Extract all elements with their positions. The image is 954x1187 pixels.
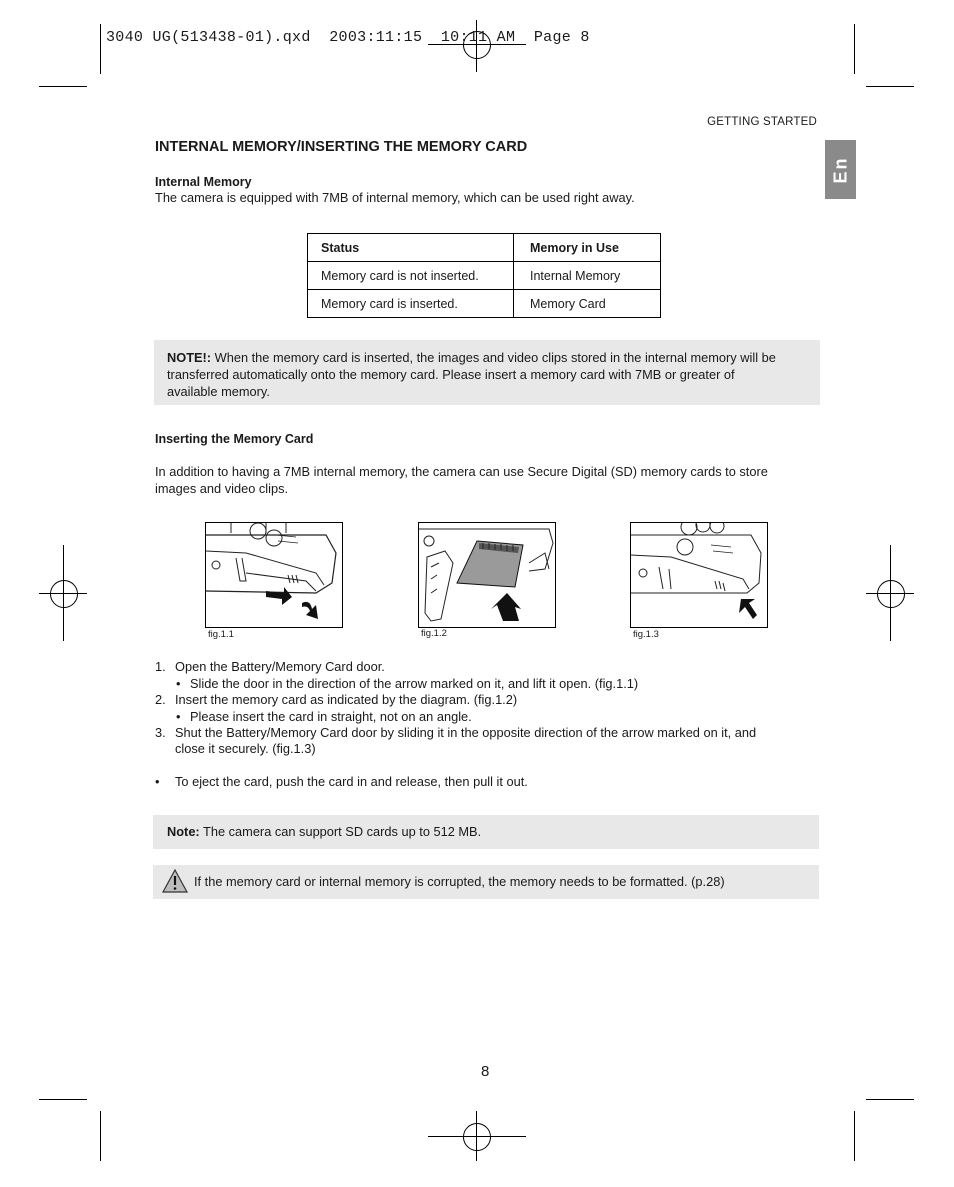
table-cell: Memory card is not inserted. — [308, 262, 514, 290]
print-slug: 3040 UG(513438-01).qxd 2003:11:15 10:11 AM Page 8 — [106, 29, 590, 46]
list-item-continuation: close it securely. (fig.1.3) — [175, 741, 316, 756]
registration-circle — [463, 1123, 491, 1151]
table-header-cell: Status — [308, 234, 514, 262]
inserting-text: In addition to having a 7MB internal memory, the camera can use Secure Digital (SD) memory cards to store — [155, 464, 768, 479]
note-line: available memory. — [167, 384, 270, 399]
step-number: 2. — [155, 692, 166, 707]
inserting-text: images and video clips. — [155, 481, 289, 496]
step-bullet-text: Please insert the card in straight, not on an angle. — [190, 709, 472, 724]
table-row — [308, 262, 661, 290]
inserting-heading: Inserting the Memory Card — [155, 432, 314, 446]
note-line — [167, 823, 481, 840]
step-number: 3. — [155, 725, 166, 740]
step-text: Insert the memory card as indicated by the diagram. (fig.1.2) — [175, 692, 518, 707]
table-header-row — [308, 234, 661, 262]
list-item — [155, 692, 518, 709]
step-bullet-text: Slide the door in the direction of the arrow marked on it, and lift it open. (fig.1.1) — [190, 676, 639, 691]
table-header-cell: Memory in Use — [514, 234, 661, 262]
note-label: Note: — [167, 824, 200, 839]
list-item — [155, 725, 757, 742]
crop-mark — [854, 1111, 855, 1161]
card-insert-illustration — [419, 523, 555, 627]
figure-caption: fig.1.2 — [421, 628, 447, 639]
figure-caption: fig.1.1 — [208, 629, 234, 640]
page-title: INTERNAL MEMORY/INSERTING THE MEMORY CARD — [155, 139, 528, 155]
note-text: When the memory card is inserted, the images and video clips stored in the internal memory will be — [214, 350, 776, 365]
note-line: transferred automatically onto the memory card. Please insert a memory card with 7MB or greater of — [167, 367, 735, 382]
warning-triangle-icon — [162, 869, 188, 893]
bullet-icon: • — [176, 709, 181, 724]
crop-mark — [39, 1099, 87, 1100]
section-header: GETTING STARTED — [707, 116, 817, 128]
warning-text: If the memory card or internal memory is corrupted, the memory needs to be formatted. (p.28) — [194, 874, 725, 889]
crop-mark — [854, 24, 855, 74]
list-item — [176, 709, 472, 726]
step-text: Shut the Battery/Memory Card door by sliding it in the opposite direction of the arrow marked on it, and — [175, 725, 757, 740]
table-cell: Internal Memory — [514, 262, 661, 290]
registration-circle — [50, 580, 78, 608]
step-text: Open the Battery/Memory Card door. — [175, 659, 385, 674]
crop-mark — [39, 86, 87, 87]
bullet-icon: • — [155, 774, 160, 789]
crop-mark — [100, 1111, 101, 1161]
note-line — [167, 349, 776, 366]
list-item — [176, 676, 639, 693]
language-tab — [825, 140, 856, 199]
note-label: NOTE!: — [167, 350, 212, 365]
figure-door-close — [630, 522, 768, 628]
figure-door-open — [205, 522, 343, 628]
list-item — [155, 774, 528, 791]
note-text: The camera can support SD cards up to 512 MB. — [203, 824, 482, 839]
eject-text: To eject the card, push the card in and release, then pull it out. — [175, 774, 528, 789]
table-cell: Memory card is inserted. — [308, 290, 514, 318]
memory-status-table — [307, 233, 661, 318]
internal-memory-text: The camera is equipped with 7MB of internal memory, which can be used right away. — [155, 190, 635, 205]
crop-mark — [866, 1099, 914, 1100]
table-cell: Memory Card — [514, 290, 661, 318]
figure-card-insert — [418, 522, 556, 628]
page-number: 8 — [481, 1063, 490, 1080]
step-number: 1. — [155, 659, 166, 674]
language-tab-label: En — [830, 155, 850, 184]
camera-door-closed-illustration — [631, 523, 767, 627]
internal-memory-heading: Internal Memory — [155, 175, 252, 189]
camera-door-illustration — [206, 523, 342, 627]
bullet-icon: • — [176, 676, 181, 691]
list-item — [155, 659, 385, 676]
crop-mark — [100, 24, 101, 74]
crop-mark — [866, 86, 914, 87]
figure-caption: fig.1.3 — [633, 629, 659, 640]
registration-circle — [877, 580, 905, 608]
table-row — [308, 290, 661, 318]
